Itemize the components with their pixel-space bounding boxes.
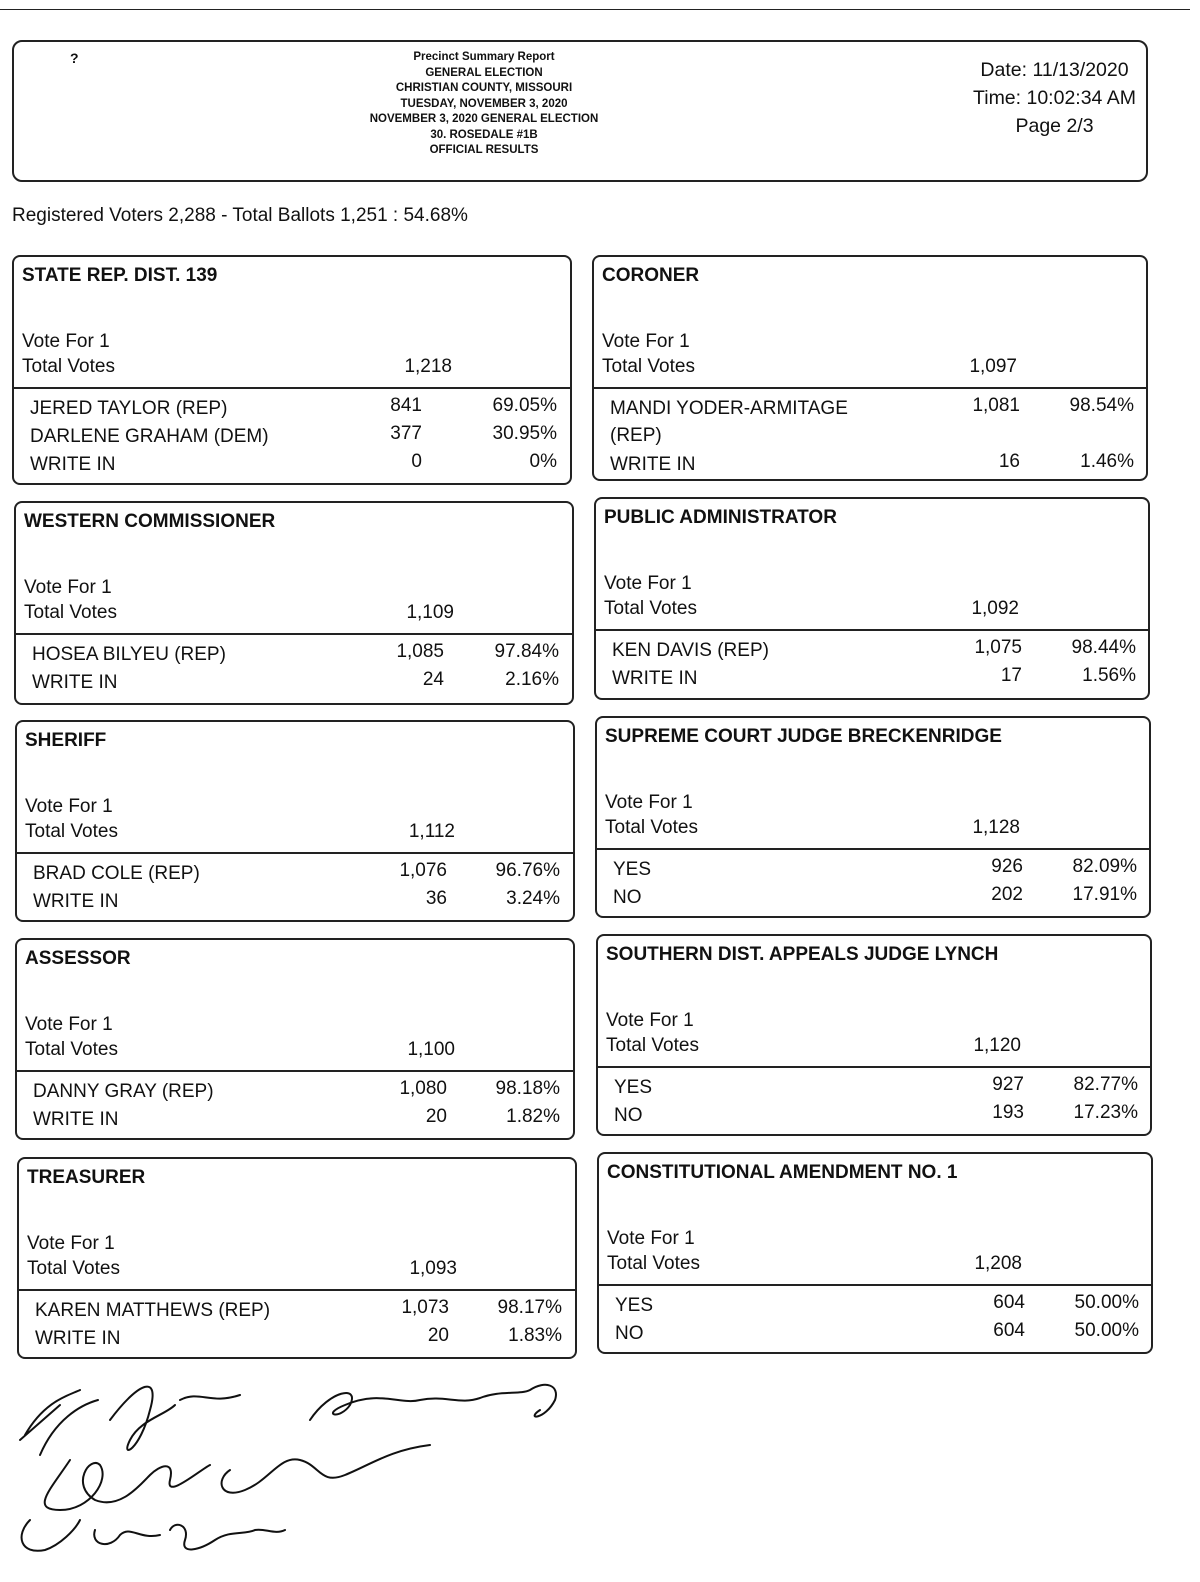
race-box — [15, 938, 575, 1140]
result-rows — [596, 637, 1148, 693]
race-title: ASSESSOR — [25, 948, 131, 969]
report-title-line: NOVEMBER 3, 2020 GENERAL ELECTION — [369, 113, 599, 125]
race-divider — [17, 1070, 573, 1072]
vote-for-label: Vote For 1 — [25, 1014, 113, 1035]
candidate-votes: 20 — [427, 1325, 449, 1346]
result-rows — [19, 1297, 575, 1353]
vote-for-label: Vote For 1 — [602, 331, 690, 352]
report-title-line: Precinct Summary Report — [413, 51, 555, 63]
candidate-name: NO — [613, 887, 642, 908]
candidate-name: HOSEA BILYEU (REP) — [32, 644, 226, 665]
candidate-votes: 927 — [992, 1074, 1024, 1095]
candidate-votes: 1,073 — [401, 1297, 449, 1318]
result-rows — [594, 395, 1146, 479]
candidate-percent: 98.44% — [1071, 637, 1136, 658]
result-row — [17, 888, 573, 916]
total-votes-value: 1,093 — [409, 1258, 457, 1279]
result-rows — [17, 860, 573, 916]
candidate-votes: 604 — [993, 1292, 1025, 1313]
total-votes-label: Total Votes — [604, 598, 697, 619]
total-votes-value: 1,097 — [969, 356, 1017, 377]
candidate-name: WRITE IN — [35, 1328, 121, 1349]
result-row — [594, 451, 1146, 479]
total-votes-label: Total Votes — [605, 817, 698, 838]
candidate-votes: 0 — [411, 451, 422, 472]
candidate-name: JERED TAYLOR (REP) — [30, 398, 228, 419]
total-votes-label: Total Votes — [22, 356, 115, 377]
race-divider — [596, 629, 1148, 631]
race-title: CONSTITUTIONAL AMENDMENT NO. 1 — [607, 1162, 958, 1183]
report-page: Page 2/3 — [1015, 115, 1094, 137]
report-title-line: OFFICIAL RESULTS — [429, 144, 539, 156]
result-row — [17, 1078, 573, 1106]
candidate-percent: 98.18% — [495, 1078, 560, 1099]
race-box — [596, 934, 1152, 1136]
candidate-votes: 24 — [422, 669, 444, 690]
total-votes-label: Total Votes — [606, 1035, 699, 1056]
result-row — [14, 423, 570, 451]
candidate-name: MANDI YODER-ARMITAGE (REP) — [610, 398, 848, 446]
candidate-name: DARLENE GRAHAM (DEM) — [30, 426, 269, 447]
result-row — [597, 856, 1149, 884]
total-votes-value: 1,100 — [407, 1039, 455, 1060]
total-votes-label: Total Votes — [607, 1253, 700, 1274]
race-divider — [594, 387, 1146, 389]
race-title: STATE REP. DIST. 139 — [22, 265, 218, 286]
candidate-name: NO — [614, 1105, 643, 1126]
report-title-line: 30. ROSEDALE #1B — [430, 128, 538, 141]
race-box — [17, 1157, 577, 1359]
result-row — [598, 1074, 1150, 1102]
result-rows — [597, 856, 1149, 912]
candidate-percent: 98.54% — [1069, 395, 1134, 416]
candidate-name: YES — [613, 859, 652, 880]
race-box — [15, 720, 575, 922]
total-votes-label: Total Votes — [25, 1039, 118, 1060]
race-title: PUBLIC ADMINISTRATOR — [604, 507, 837, 528]
scan-mark: ? — [70, 50, 79, 66]
result-row — [14, 395, 570, 423]
report-title-line: CHRISTIAN COUNTY, MISSOURI — [395, 82, 573, 94]
candidate-votes: 17 — [1000, 665, 1022, 686]
candidate-percent: 17.23% — [1073, 1102, 1138, 1123]
candidate-name: NO — [615, 1323, 644, 1344]
race-title: WESTERN COMMISSIONER — [24, 511, 276, 532]
total-votes-label: Total Votes — [25, 821, 118, 842]
candidate-votes: 926 — [991, 856, 1023, 877]
race-divider — [599, 1284, 1151, 1286]
candidate-name: WRITE IN — [32, 672, 118, 693]
candidate-name: BRAD COLE (REP) — [33, 863, 200, 884]
candidate-percent: 17.91% — [1072, 884, 1137, 905]
report-header — [12, 40, 1148, 182]
candidate-votes: 16 — [998, 451, 1020, 472]
candidate-votes: 841 — [390, 395, 422, 416]
candidate-percent: 30.95% — [492, 423, 557, 444]
candidate-votes: 1,081 — [972, 395, 1020, 416]
result-row — [597, 884, 1149, 912]
report-date: Date: 11/13/2020 — [980, 59, 1129, 81]
signatures — [0, 1360, 600, 1582]
candidate-percent: 50.00% — [1074, 1292, 1139, 1313]
candidate-name: WRITE IN — [612, 668, 698, 689]
page-top-rule — [0, 9, 1190, 10]
result-rows — [17, 1078, 573, 1134]
candidate-percent: 98.17% — [497, 1297, 562, 1318]
candidate-name: YES — [615, 1295, 654, 1316]
result-row — [594, 395, 1146, 451]
result-rows — [14, 395, 570, 479]
result-rows — [598, 1074, 1150, 1130]
candidate-percent: 2.16% — [505, 669, 559, 690]
total-votes-value: 1,092 — [971, 598, 1019, 619]
result-row — [14, 451, 570, 479]
result-row — [599, 1320, 1151, 1348]
race-divider — [16, 633, 572, 635]
candidate-percent: 82.09% — [1072, 856, 1137, 877]
race-title: SOUTHERN DIST. APPEALS JUDGE LYNCH — [606, 944, 999, 965]
candidate-votes: 193 — [992, 1102, 1024, 1123]
candidate-name: YES — [614, 1077, 653, 1098]
total-votes-value: 1,109 — [406, 602, 454, 623]
report-title-block — [314, 50, 654, 159]
race-divider — [19, 1289, 575, 1291]
result-row — [19, 1297, 575, 1325]
candidate-name: KEN DAVIS (REP) — [612, 640, 769, 661]
candidate-percent: 1.83% — [508, 1325, 562, 1346]
race-box — [595, 716, 1151, 918]
total-votes-value: 1,128 — [972, 817, 1020, 838]
candidate-votes: 604 — [993, 1320, 1025, 1341]
result-row — [598, 1102, 1150, 1130]
total-votes-value: 1,120 — [973, 1035, 1021, 1056]
result-rows — [16, 641, 572, 697]
candidate-percent: 3.24% — [506, 888, 560, 909]
candidate-name: WRITE IN — [33, 891, 119, 912]
total-votes-value: 1,112 — [408, 821, 455, 842]
turnout-summary: Registered Voters 2,288 - Total Ballots 1,251 : 54.68% — [12, 205, 468, 226]
race-divider — [14, 387, 570, 389]
result-row — [16, 641, 572, 669]
result-row — [596, 665, 1148, 693]
report-title-line: GENERAL ELECTION — [425, 66, 543, 79]
vote-for-label: Vote For 1 — [22, 331, 110, 352]
candidate-percent: 0% — [529, 451, 557, 472]
candidate-percent: 50.00% — [1074, 1320, 1139, 1341]
candidate-name: WRITE IN — [33, 1109, 119, 1130]
candidate-percent: 82.77% — [1073, 1074, 1138, 1095]
vote-for-label: Vote For 1 — [607, 1228, 695, 1249]
total-votes-label: Total Votes — [27, 1258, 120, 1279]
result-row — [596, 637, 1148, 665]
total-votes-label: Total Votes — [602, 356, 695, 377]
candidate-percent: 97.84% — [494, 641, 559, 662]
candidate-votes: 377 — [390, 423, 422, 444]
race-box — [597, 1152, 1153, 1354]
candidate-votes: 20 — [425, 1106, 447, 1127]
vote-for-label: Vote For 1 — [24, 577, 112, 598]
race-divider — [17, 852, 573, 854]
candidate-name: WRITE IN — [30, 454, 116, 475]
race-title: SUPREME COURT JUDGE BRECKENRIDGE — [605, 726, 1002, 747]
vote-for-label: Vote For 1 — [606, 1010, 694, 1031]
race-title: TREASURER — [27, 1167, 146, 1188]
race-title: SHERIFF — [25, 730, 107, 751]
vote-for-label: Vote For 1 — [604, 573, 692, 594]
total-votes-label: Total Votes — [24, 602, 117, 623]
total-votes-value: 1,218 — [404, 356, 452, 377]
vote-for-label: Vote For 1 — [25, 796, 113, 817]
candidate-name: WRITE IN — [610, 454, 696, 475]
race-divider — [597, 848, 1149, 850]
result-row — [599, 1292, 1151, 1320]
candidate-percent: 1.56% — [1082, 665, 1136, 686]
race-box — [594, 497, 1150, 700]
race-divider — [598, 1066, 1150, 1068]
candidate-percent: 96.76% — [495, 860, 560, 881]
race-title: CORONER — [602, 265, 700, 286]
candidate-percent: 1.46% — [1080, 451, 1134, 472]
candidate-name: DANNY GRAY (REP) — [33, 1081, 214, 1102]
race-box — [12, 255, 572, 485]
result-row — [16, 669, 572, 697]
candidate-votes: 1,076 — [399, 860, 447, 881]
result-row — [17, 860, 573, 888]
race-box — [592, 255, 1148, 481]
result-row — [17, 1106, 573, 1134]
candidate-percent: 69.05% — [492, 395, 557, 416]
candidate-votes: 202 — [991, 884, 1023, 905]
vote-for-label: Vote For 1 — [27, 1233, 115, 1254]
candidate-votes: 1,075 — [974, 637, 1022, 658]
candidate-votes: 1,085 — [396, 641, 444, 662]
report-title-line: TUESDAY, NOVEMBER 3, 2020 — [400, 97, 568, 110]
candidate-votes: 36 — [425, 888, 447, 909]
candidate-name: KAREN MATTHEWS (REP) — [35, 1300, 271, 1321]
vote-for-label: Vote For 1 — [605, 792, 693, 813]
candidate-votes: 1,080 — [399, 1078, 447, 1099]
result-rows — [599, 1292, 1151, 1348]
candidate-percent: 1.82% — [506, 1106, 560, 1127]
report-meta — [973, 56, 1136, 140]
result-row — [19, 1325, 575, 1353]
total-votes-value: 1,208 — [974, 1253, 1022, 1274]
race-box — [14, 501, 574, 705]
report-time: Time: 10:02:34 AM — [973, 87, 1136, 109]
